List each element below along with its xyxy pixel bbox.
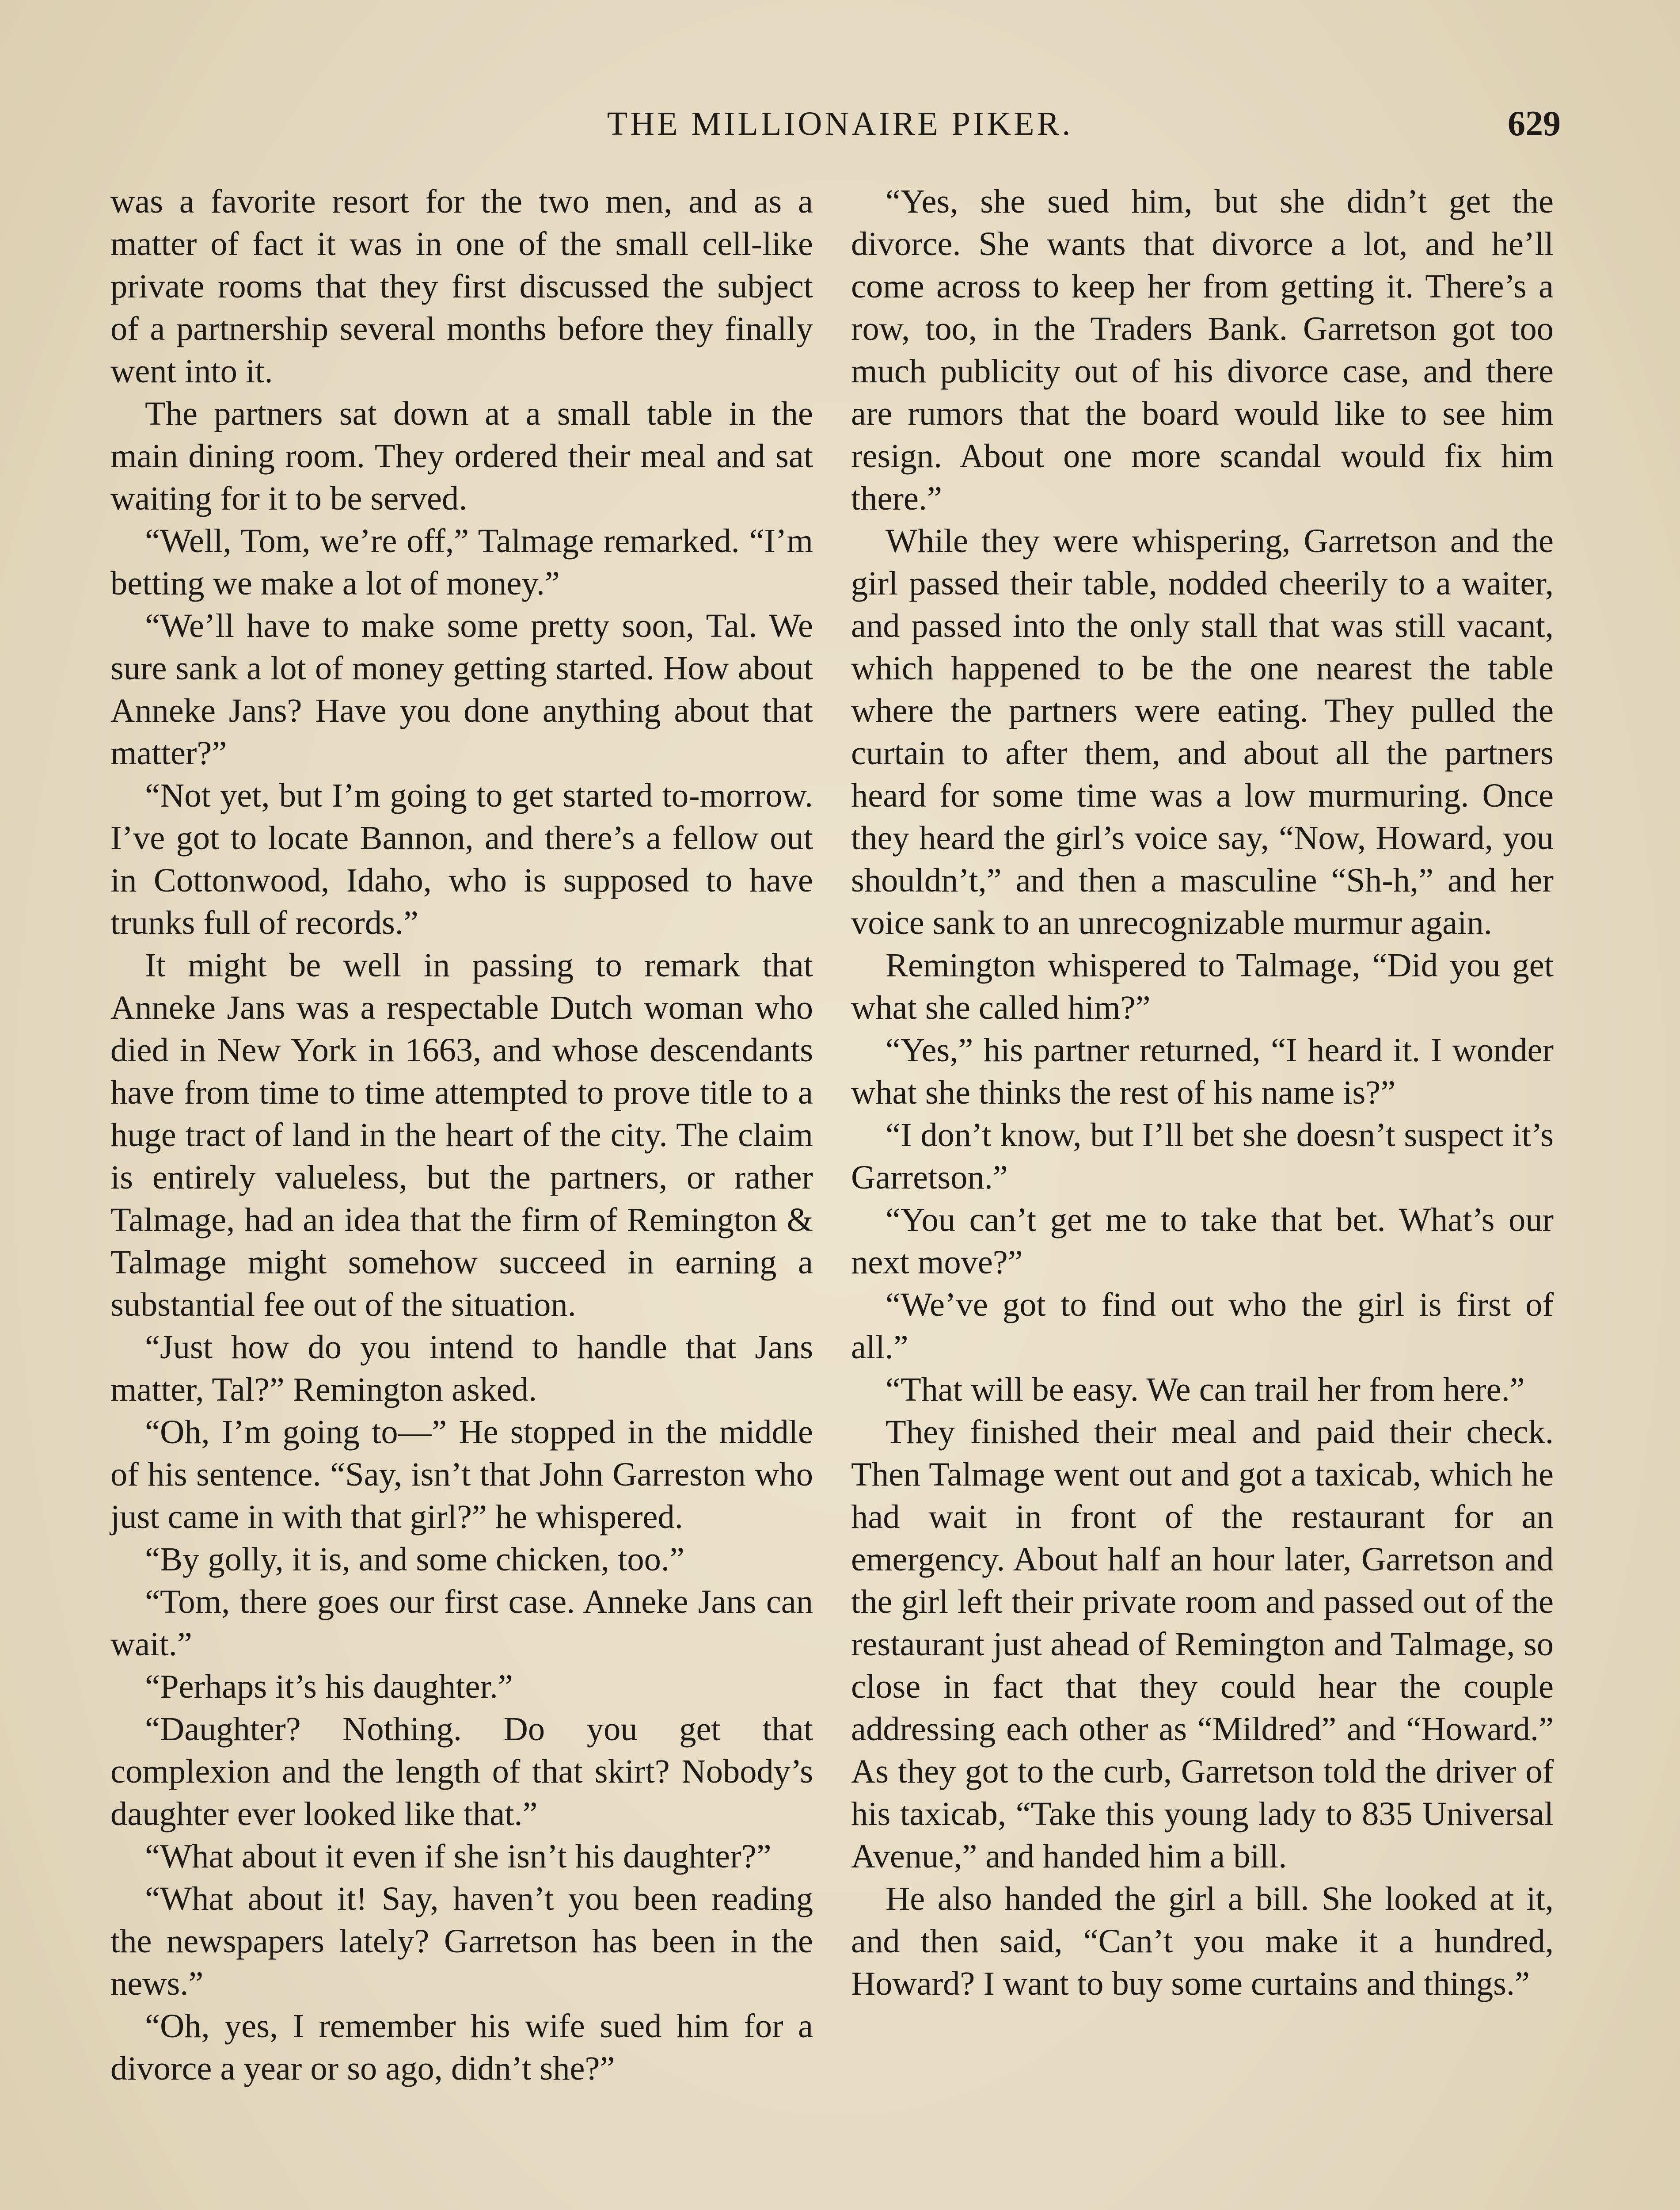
right-column	[851, 180, 1554, 2005]
paragraph: Remington whispered to Talmage, “Did you get what she called him?”	[851, 946, 1554, 1026]
paragraph: It might be well in passing to remark that Anneke Jans was a respectable Dutch woman who died in New York in 1663, and whose descendants have from time to time attempted to prove title to a huge tract of land in the heart of the city. The claim is entirely valueless, but the partners, or rather Talmage, had an idea that the firm of Remington & Talmage might somehow succeed in earning a substantial fee out of the situation.	[110, 946, 813, 1323]
paragraph: While they were whispering, Garretson and the girl passed their table, nodded cheerily to a waiter, and passed into the only stall that was still vacant, which happened to be the one nearest the table where the partners were eating. They pulled the curtain to after them, and about all the partners heard for some time was a low murmuring. Once they heard the girl’s voice say, “Now, Howard, you shouldn’t,” and then a masculine “Sh-h,” and her voice sank to an unrecognizable murmur again.	[851, 522, 1554, 941]
paragraph: He also handed the girl a bill. She looked at it, and then said, “Can’t you make it a hundred, Howard? I want to buy some curtains and things.”	[851, 1880, 1554, 2002]
paragraph: “Just how do you intend to handle that Jans matter, Tal?” Remington asked.	[110, 1328, 813, 1408]
paragraph: “Yes,” his partner returned, “I heard it. I wonder what she thinks the rest of his name is?”	[851, 1031, 1554, 1111]
paragraph: “By golly, it is, and some chicken, too.”	[145, 1540, 684, 1578]
page-header	[0, 93, 1680, 141]
paragraph: “Perhaps it’s his daughter.”	[145, 1668, 513, 1705]
running-title: THE MILLIONAIRE PIKER.	[607, 105, 1073, 142]
paragraph: “Not yet, but I’m going to get started to-morrow. I’ve got to locate Bannon, and there’s a fellow out in Cottonwood, Idaho, who is supposed to have trunks full of records.”	[110, 777, 813, 941]
paragraph: “What about it even if she isn’t his daughter?”	[145, 1837, 772, 1875]
page-number: 629	[1508, 104, 1561, 143]
paragraph: “Tom, there goes our first case. Anneke Jans can wait.”	[110, 1583, 813, 1663]
paragraph: “That will be easy. We can trail her from here.”	[886, 1371, 1525, 1408]
paragraph: “Well, Tom, we’re off,” Talmage remarked. “I’m betting we make a lot of money.”	[110, 522, 813, 602]
left-column	[110, 180, 813, 2090]
paragraph: “Yes, she sued him, but she didn’t get the divorce. She wants that divorce a lot, and he’ll come across to keep her from getting it. There’s a row, too, in the Traders Bank. Garretson got too much publicity out of his divorce case, and there are rumors that the board would like to see him resign. About one more scandal would fix him there.”	[851, 183, 1554, 517]
paragraph: was a favorite resort for the two men, and as a matter of fact it was in one of the small cell-like private rooms that they first discussed the subject of a partnership several months before they finally went into it.	[110, 183, 813, 390]
paragraph: “Daughter? Nothing. Do you get that complexion and the length of that skirt? Nobody’s daughter ever looked like that.”	[110, 1710, 813, 1833]
paragraph: “What about it! Say, haven’t you been reading the newspapers lately? Garretson has been in the news.”	[110, 1880, 813, 2002]
paragraph: “We’ve got to find out who the girl is first of all.”	[851, 1286, 1554, 1366]
paragraph: “Oh, I’m going to—” He stopped in the middle of his sentence. “Say, isn’t that John Garreston who just came in with that girl?” he whispered.	[110, 1413, 813, 1536]
paragraph: They finished their meal and paid their check. Then Talmage went out and got a taxicab, which he had wait in front of the restaurant for an emergency. About half an hour later, Garretson and the girl left their private room and passed out of the restaurant just ahead of Remington and Talmage, so close in fact that they could hear the couple addressing each other as “Mildred” and “Howard.” As they got to the curb, Garretson told the driver of his taxicab, “Take this young lady to 835 Universal Avenue,” and handed him a bill.	[851, 1413, 1554, 1875]
paragraph: “You can’t get me to take that bet. What’s our next move?”	[851, 1201, 1554, 1281]
paragraph: “Oh, yes, I remember his wife sued him for a divorce a year or so ago, didn’t she?”	[110, 2007, 813, 2087]
paragraph: The partners sat down at a small table in the main dining room. They ordered their meal and sat waiting for it to be served.	[110, 395, 813, 517]
paragraph: “I don’t know, but I’ll bet she doesn’t suspect it’s Garretson.”	[851, 1116, 1554, 1196]
paragraph: “We’ll have to make some pretty soon, Tal. We sure sank a lot of money getting started. How about Anneke Jans? Have you done anything about that matter?”	[110, 607, 813, 772]
